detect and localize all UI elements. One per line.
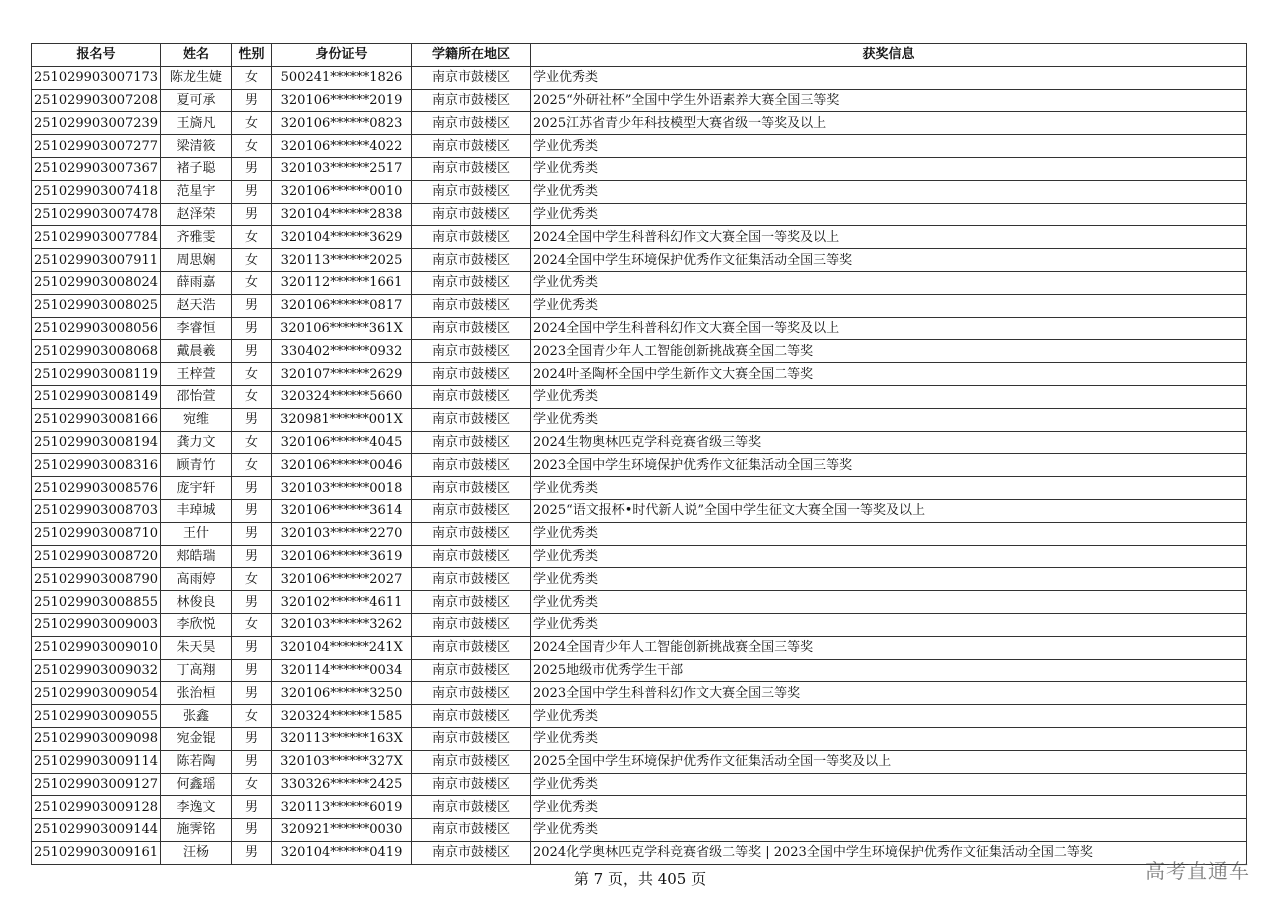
award-info-cell: 2024叶圣陶杯全国中学生新作文大赛全国二等奖: [531, 363, 1247, 386]
table-row: [32, 363, 1247, 386]
id-number-cell: 320102******4611: [272, 591, 412, 614]
name-cell: 朱天昊: [161, 636, 232, 659]
id-number-cell: 320106******0010: [272, 180, 412, 203]
name-cell: 戴晨羲: [161, 340, 232, 363]
award-info-cell: 2024全国青少年人工智能创新挑战赛全国三等奖: [531, 636, 1247, 659]
award-info-cell: 学业优秀类: [531, 271, 1247, 294]
id-number-cell: 320106******2019: [272, 89, 412, 112]
registration-number-cell: 251029903007784: [32, 226, 161, 249]
name-cell: 梁清筱: [161, 135, 232, 158]
name-cell: 郏皓瑞: [161, 545, 232, 568]
table-row: [32, 317, 1247, 340]
registration-number-cell: 251029903007418: [32, 180, 161, 203]
registration-number-cell: 251029903009032: [32, 659, 161, 682]
name-cell: 龚力文: [161, 431, 232, 454]
table-row: [32, 659, 1247, 682]
award-info-cell: 学业优秀类: [531, 522, 1247, 545]
table-row: [32, 271, 1247, 294]
id-number-cell: 320324******1585: [272, 705, 412, 728]
table-row: [32, 545, 1247, 568]
award-info-cell: 2024全国中学生环境保护优秀作文征集活动全国三等奖: [531, 249, 1247, 272]
registration-number-cell: 251029903007208: [32, 89, 161, 112]
table-row: [32, 408, 1247, 431]
table-row: [32, 705, 1247, 728]
table-row: [32, 112, 1247, 135]
school-region-cell: 南京市鼓楼区: [412, 66, 531, 89]
gender-cell: 男: [232, 408, 272, 431]
table-header-row: [32, 44, 1247, 67]
gender-cell: 男: [232, 340, 272, 363]
award-info-cell: 学业优秀类: [531, 545, 1247, 568]
registration-number-cell: 251029903008316: [32, 454, 161, 477]
school-region-cell: 南京市鼓楼区: [412, 750, 531, 773]
award-info-cell: 2024全国中学生科普科幻作文大赛全国一等奖及以上: [531, 317, 1247, 340]
name-cell: 范星宇: [161, 180, 232, 203]
header-name: 姓名: [161, 44, 232, 67]
school-region-cell: 南京市鼓楼区: [412, 203, 531, 226]
award-info-cell: 2025“语文报杯•时代新人说”全国中学生征文大赛全国一等奖及以上: [531, 499, 1247, 522]
name-cell: 赵天浩: [161, 294, 232, 317]
name-cell: 顾青竹: [161, 454, 232, 477]
table-row: [32, 682, 1247, 705]
watermark-logo-text: 高考直通车: [1145, 859, 1250, 883]
registration-number-cell: 251029903009003: [32, 613, 161, 636]
school-region-cell: 南京市鼓楼区: [412, 385, 531, 408]
table-row: [32, 249, 1247, 272]
id-number-cell: 320103******3262: [272, 613, 412, 636]
registration-number-cell: 251029903009128: [32, 796, 161, 819]
school-region-cell: 南京市鼓楼区: [412, 249, 531, 272]
name-cell: 张治桓: [161, 682, 232, 705]
id-number-cell: 320112******1661: [272, 271, 412, 294]
registration-number-cell: 251029903008720: [32, 545, 161, 568]
gender-cell: 男: [232, 499, 272, 522]
table-row: [32, 385, 1247, 408]
name-cell: 林俊良: [161, 591, 232, 614]
table-row: [32, 340, 1247, 363]
table-row: [32, 819, 1247, 842]
registration-number-cell: 251029903007173: [32, 66, 161, 89]
award-info-cell: 学业优秀类: [531, 568, 1247, 591]
registration-number-cell: 251029903008576: [32, 477, 161, 500]
registration-number-cell: 251029903008025: [32, 294, 161, 317]
name-cell: 施霁铭: [161, 819, 232, 842]
table-row: [32, 499, 1247, 522]
id-number-cell: 500241******1826: [272, 66, 412, 89]
school-region-cell: 南京市鼓楼区: [412, 477, 531, 500]
id-number-cell: 320106******0046: [272, 454, 412, 477]
header-award-info: 获奖信息: [531, 44, 1247, 67]
school-region-cell: 南京市鼓楼区: [412, 841, 531, 864]
gender-cell: 男: [232, 294, 272, 317]
id-number-cell: 320104******241X: [272, 636, 412, 659]
name-cell: 李欣悦: [161, 613, 232, 636]
award-info-cell: 学业优秀类: [531, 203, 1247, 226]
award-info-cell: 学业优秀类: [531, 705, 1247, 728]
school-region-cell: 南京市鼓楼区: [412, 454, 531, 477]
id-number-cell: 320107******2629: [272, 363, 412, 386]
registration-number-cell: 251029903008194: [32, 431, 161, 454]
registration-number-cell: 251029903009127: [32, 773, 161, 796]
name-cell: 齐雅雯: [161, 226, 232, 249]
id-number-cell: 320981******001X: [272, 408, 412, 431]
gender-cell: 女: [232, 66, 272, 89]
id-number-cell: 330326******2425: [272, 773, 412, 796]
name-cell: 丁高翔: [161, 659, 232, 682]
table-row: [32, 613, 1247, 636]
id-number-cell: 330402******0932: [272, 340, 412, 363]
name-cell: 赵泽荣: [161, 203, 232, 226]
name-cell: 王旖凡: [161, 112, 232, 135]
registration-number-cell: 251029903009144: [32, 819, 161, 842]
award-info-cell: 2025“外研社杯”全国中学生外语素养大赛全国三等奖: [531, 89, 1247, 112]
header-id-number: 身份证号: [272, 44, 412, 67]
award-info-cell: 学业优秀类: [531, 157, 1247, 180]
name-cell: 褚子聪: [161, 157, 232, 180]
gender-cell: 男: [232, 796, 272, 819]
gender-cell: 女: [232, 431, 272, 454]
header-registration-number: 报名号: [32, 44, 161, 67]
gender-cell: 女: [232, 568, 272, 591]
gender-cell: 女: [232, 613, 272, 636]
gender-cell: 男: [232, 89, 272, 112]
award-info-cell: 学业优秀类: [531, 408, 1247, 431]
name-cell: 周思娴: [161, 249, 232, 272]
table-row: [32, 203, 1247, 226]
id-number-cell: 320106******3619: [272, 545, 412, 568]
header-gender: 性别: [232, 44, 272, 67]
award-info-cell: 学业优秀类: [531, 294, 1247, 317]
gender-cell: 女: [232, 454, 272, 477]
table-row: [32, 773, 1247, 796]
award-info-cell: 2023全国中学生科普科幻作文大赛全国三等奖: [531, 682, 1247, 705]
id-number-cell: 320106******0817: [272, 294, 412, 317]
table-row: [32, 454, 1247, 477]
table-row: [32, 66, 1247, 89]
gender-cell: 男: [232, 545, 272, 568]
table-row: [32, 522, 1247, 545]
name-cell: 张鑫: [161, 705, 232, 728]
school-region-cell: 南京市鼓楼区: [412, 819, 531, 842]
school-region-cell: 南京市鼓楼区: [412, 636, 531, 659]
id-number-cell: 320114******0034: [272, 659, 412, 682]
gender-cell: 男: [232, 659, 272, 682]
name-cell: 宛维: [161, 408, 232, 431]
id-number-cell: 320106******3614: [272, 499, 412, 522]
award-info-cell: 2025江苏省青少年科技模型大赛省级一等奖及以上: [531, 112, 1247, 135]
school-region-cell: 南京市鼓楼区: [412, 271, 531, 294]
gender-cell: 男: [232, 203, 272, 226]
table-row: [32, 294, 1247, 317]
registration-number-cell: 251029903009098: [32, 727, 161, 750]
name-cell: 薛雨嘉: [161, 271, 232, 294]
registration-number-cell: 251029903009010: [32, 636, 161, 659]
school-region-cell: 南京市鼓楼区: [412, 157, 531, 180]
school-region-cell: 南京市鼓楼区: [412, 545, 531, 568]
award-info-cell: 2024生物奥林匹克学科竞赛省级三等奖: [531, 431, 1247, 454]
school-region-cell: 南京市鼓楼区: [412, 135, 531, 158]
award-info-cell: 学业优秀类: [531, 385, 1247, 408]
school-region-cell: 南京市鼓楼区: [412, 499, 531, 522]
gender-cell: 男: [232, 750, 272, 773]
registration-number-cell: 251029903009114: [32, 750, 161, 773]
gender-cell: 男: [232, 682, 272, 705]
name-cell: 汪杨: [161, 841, 232, 864]
id-number-cell: 320104******0419: [272, 841, 412, 864]
registration-number-cell: 251029903007277: [32, 135, 161, 158]
registration-number-cell: 251029903008855: [32, 591, 161, 614]
page-number: 第 7 页，共 405 页: [573, 870, 707, 888]
award-info-cell: 学业优秀类: [531, 819, 1247, 842]
award-info-cell: 学业优秀类: [531, 613, 1247, 636]
id-number-cell: 320106******4045: [272, 431, 412, 454]
gender-cell: 女: [232, 385, 272, 408]
gender-cell: 男: [232, 636, 272, 659]
gender-cell: 女: [232, 112, 272, 135]
gender-cell: 男: [232, 841, 272, 864]
award-info-cell: 2024全国中学生科普科幻作文大赛全国一等奖及以上: [531, 226, 1247, 249]
school-region-cell: 南京市鼓楼区: [412, 705, 531, 728]
award-info-cell: 学业优秀类: [531, 727, 1247, 750]
school-region-cell: 南京市鼓楼区: [412, 591, 531, 614]
registration-number-cell: 251029903008703: [32, 499, 161, 522]
registration-number-cell: 251029903008166: [32, 408, 161, 431]
id-number-cell: 320106******0823: [272, 112, 412, 135]
name-cell: 王梓萱: [161, 363, 232, 386]
school-region-cell: 南京市鼓楼区: [412, 226, 531, 249]
id-number-cell: 320113******6019: [272, 796, 412, 819]
gender-cell: 男: [232, 477, 272, 500]
award-info-cell: 2024化学奥林匹克学科竞赛省级二等奖 | 2023全国中学生环境保护优秀作文征集活动全国二等奖: [531, 841, 1247, 864]
award-info-cell: 学业优秀类: [531, 591, 1247, 614]
school-region-cell: 南京市鼓楼区: [412, 363, 531, 386]
school-region-cell: 南京市鼓楼区: [412, 180, 531, 203]
school-region-cell: 南京市鼓楼区: [412, 568, 531, 591]
name-cell: 李逸文: [161, 796, 232, 819]
name-cell: 陈若陶: [161, 750, 232, 773]
gender-cell: 女: [232, 271, 272, 294]
award-info-cell: 学业优秀类: [531, 796, 1247, 819]
school-region-cell: 南京市鼓楼区: [412, 89, 531, 112]
id-number-cell: 320103******327X: [272, 750, 412, 773]
header-school-region: 学籍所在地区: [412, 44, 531, 67]
award-info-cell: 学业优秀类: [531, 135, 1247, 158]
id-number-cell: 320324******5660: [272, 385, 412, 408]
school-region-cell: 南京市鼓楼区: [412, 431, 531, 454]
name-cell: 夏可承: [161, 89, 232, 112]
school-region-cell: 南京市鼓楼区: [412, 682, 531, 705]
table-row: [32, 431, 1247, 454]
table-row: [32, 750, 1247, 773]
award-info-cell: 2025地级市优秀学生干部: [531, 659, 1247, 682]
name-cell: 庞宇轩: [161, 477, 232, 500]
gender-cell: 女: [232, 249, 272, 272]
name-cell: 邵怡萱: [161, 385, 232, 408]
school-region-cell: 南京市鼓楼区: [412, 112, 531, 135]
gender-cell: 女: [232, 705, 272, 728]
award-info-cell: 2023全国青少年人工智能创新挑战赛全国二等奖: [531, 340, 1247, 363]
table-row: [32, 477, 1247, 500]
name-cell: 宛金锟: [161, 727, 232, 750]
table-row: [32, 636, 1247, 659]
id-number-cell: 320103******2270: [272, 522, 412, 545]
id-number-cell: 320104******2838: [272, 203, 412, 226]
id-number-cell: 320106******2027: [272, 568, 412, 591]
registration-number-cell: 251029903008056: [32, 317, 161, 340]
id-number-cell: 320103******2517: [272, 157, 412, 180]
school-region-cell: 南京市鼓楼区: [412, 659, 531, 682]
table-row: [32, 727, 1247, 750]
gender-cell: 男: [232, 157, 272, 180]
table-row: [32, 226, 1247, 249]
table-row: [32, 591, 1247, 614]
school-region-cell: 南京市鼓楼区: [412, 340, 531, 363]
registration-number-cell: 251029903009055: [32, 705, 161, 728]
registration-number-cell: 251029903007239: [32, 112, 161, 135]
school-region-cell: 南京市鼓楼区: [412, 408, 531, 431]
registration-number-cell: 251029903008149: [32, 385, 161, 408]
school-region-cell: 南京市鼓楼区: [412, 773, 531, 796]
award-info-cell: 2025全国中学生环境保护优秀作文征集活动全国一等奖及以上: [531, 750, 1247, 773]
registration-number-cell: 251029903008068: [32, 340, 161, 363]
gender-cell: 男: [232, 727, 272, 750]
table-row: [32, 135, 1247, 158]
id-number-cell: 320104******3629: [272, 226, 412, 249]
gender-cell: 女: [232, 135, 272, 158]
gender-cell: 男: [232, 522, 272, 545]
name-cell: 何鑫瑶: [161, 773, 232, 796]
id-number-cell: 320921******0030: [272, 819, 412, 842]
award-info-cell: 2023全国中学生环境保护优秀作文征集活动全国三等奖: [531, 454, 1247, 477]
school-region-cell: 南京市鼓楼区: [412, 796, 531, 819]
award-info-cell: 学业优秀类: [531, 773, 1247, 796]
registration-number-cell: 251029903009161: [32, 841, 161, 864]
id-number-cell: 320113******2025: [272, 249, 412, 272]
school-region-cell: 南京市鼓楼区: [412, 317, 531, 340]
award-info-cell: 学业优秀类: [531, 180, 1247, 203]
name-cell: 高雨婷: [161, 568, 232, 591]
table-row: [32, 157, 1247, 180]
table-body: [32, 66, 1247, 864]
name-cell: 李睿恒: [161, 317, 232, 340]
gender-cell: 女: [232, 226, 272, 249]
school-region-cell: 南京市鼓楼区: [412, 613, 531, 636]
name-cell: 王什: [161, 522, 232, 545]
id-number-cell: 320106******4022: [272, 135, 412, 158]
award-info-cell: 学业优秀类: [531, 477, 1247, 500]
table-row: [32, 89, 1247, 112]
award-info-cell: 学业优秀类: [531, 66, 1247, 89]
registration-number-cell: 251029903008710: [32, 522, 161, 545]
registration-number-cell: 251029903008119: [32, 363, 161, 386]
gender-cell: 男: [232, 317, 272, 340]
school-region-cell: 南京市鼓楼区: [412, 522, 531, 545]
registration-number-cell: 251029903008024: [32, 271, 161, 294]
id-number-cell: 320113******163X: [272, 727, 412, 750]
gender-cell: 男: [232, 180, 272, 203]
name-cell: 陈龙生婕: [161, 66, 232, 89]
gender-cell: 女: [232, 363, 272, 386]
registration-number-cell: 251029903007367: [32, 157, 161, 180]
school-region-cell: 南京市鼓楼区: [412, 294, 531, 317]
id-number-cell: 320106******361X: [272, 317, 412, 340]
name-cell: 丰琸城: [161, 499, 232, 522]
table-row: [32, 568, 1247, 591]
awards-table: [31, 43, 1247, 865]
table-row: [32, 841, 1247, 864]
id-number-cell: 320106******3250: [272, 682, 412, 705]
table-row: [32, 796, 1247, 819]
gender-cell: 男: [232, 819, 272, 842]
registration-number-cell: 251029903009054: [32, 682, 161, 705]
gender-cell: 女: [232, 773, 272, 796]
id-number-cell: 320103******0018: [272, 477, 412, 500]
registration-number-cell: 251029903007911: [32, 249, 161, 272]
table-row: [32, 180, 1247, 203]
registration-number-cell: 251029903008790: [32, 568, 161, 591]
registration-number-cell: 251029903007478: [32, 203, 161, 226]
gender-cell: 男: [232, 591, 272, 614]
school-region-cell: 南京市鼓楼区: [412, 727, 531, 750]
